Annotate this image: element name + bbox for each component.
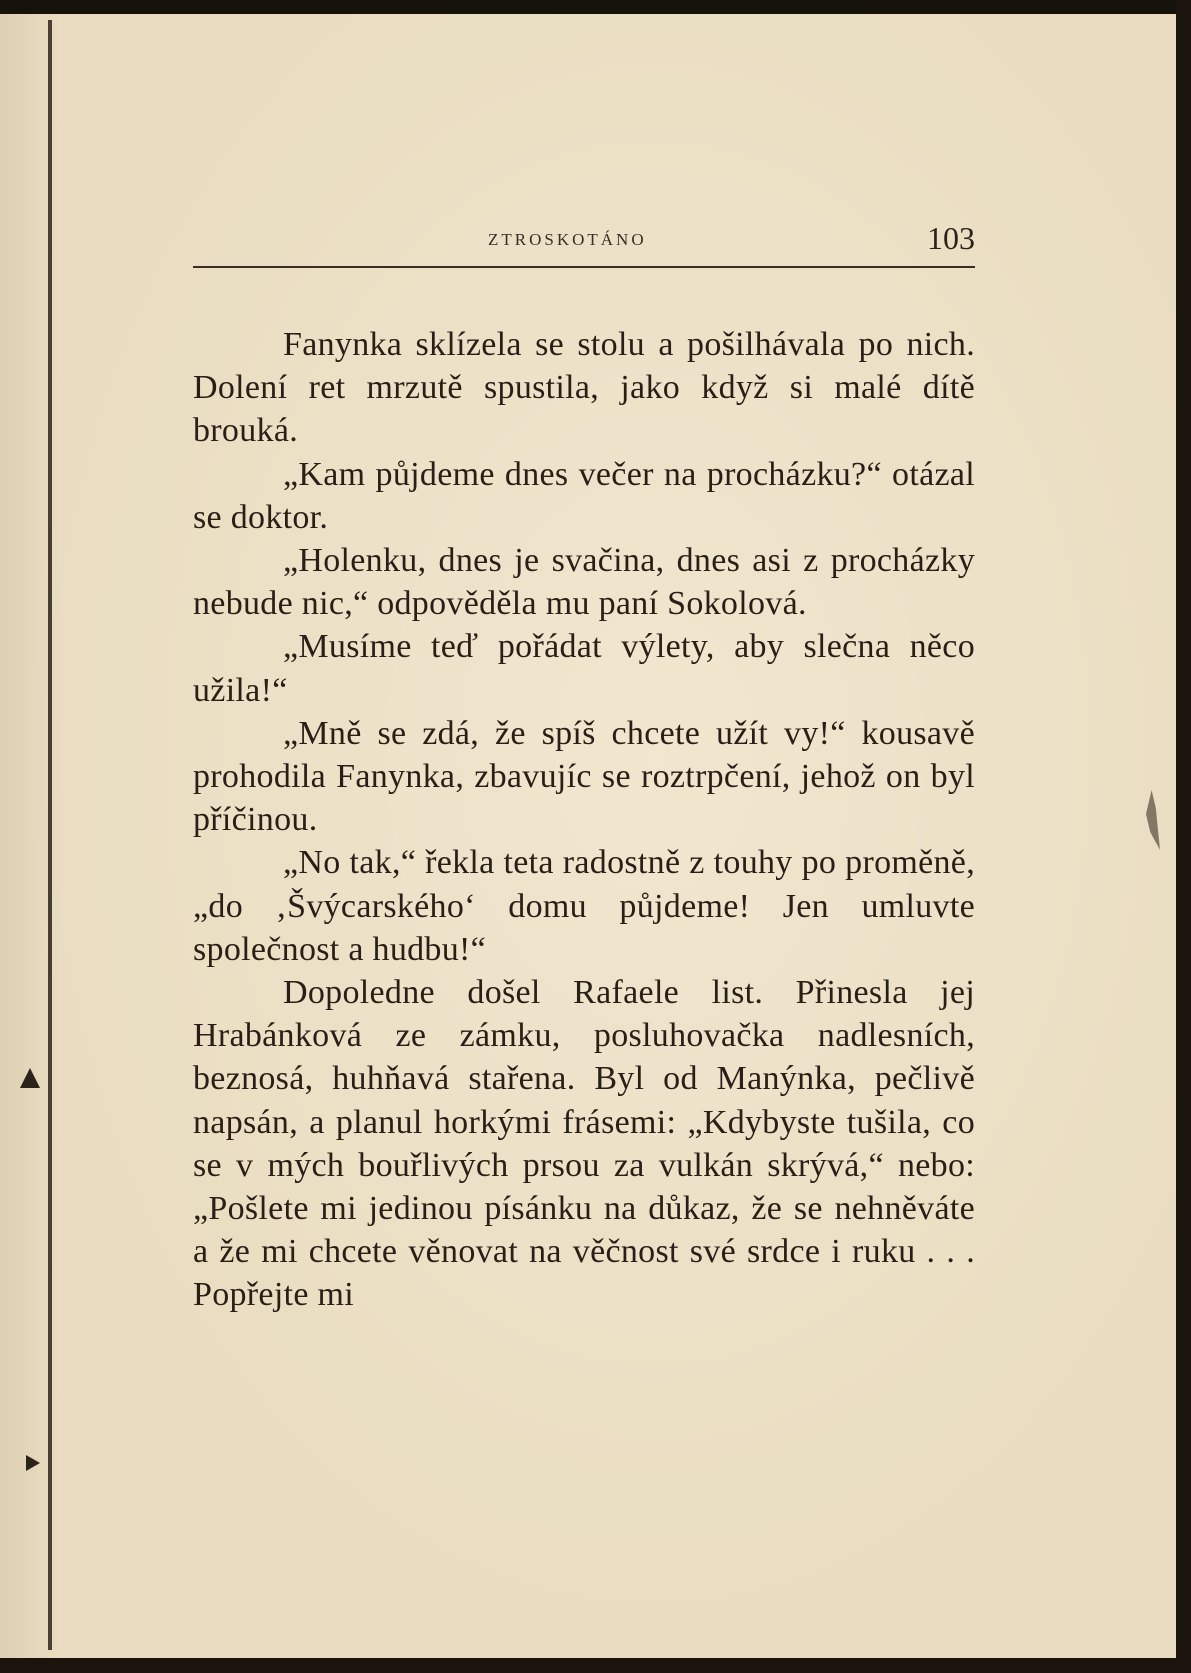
paragraph: Dopoledne došel Rafaele list. Přinesla jej Hrabánková ze zámku, posluhovačka nadlesních, beznosá, huhňavá stařena. Byl od Manýnka, pečlivě napsán, a planul horkými frásemi: „Kdybyste tušila, co se v mých bouřlivých prsou za vulkán skrývá,“ nebo: „Pošlete mi jedinou písánku na důkaz, že se nehněváte a že mi chcete věnovat na věčnost své srdce i ruku . . . Popřejte mi — [193, 974, 975, 1314]
running-title: ZTROSKOTÁNO — [488, 230, 647, 249]
scan-border-bottom — [0, 1658, 1191, 1673]
scan-border-right — [1176, 0, 1191, 1673]
running-header — [193, 210, 975, 258]
paragraph: „Kam půjdeme dnes večer na procházku?“ otázal se doktor. — [193, 455, 975, 536]
margin-smudge-icon — [1146, 790, 1160, 850]
paragraph: Fanynka sklízela se stolu a pošilhávala po nich. Dolení ret mrzutě spustila, jako když si malé dítě brouká. — [193, 326, 975, 450]
page-number: 103 — [927, 220, 975, 256]
paragraph: „Holenku, dnes je svačina, dnes asi z procházky nebude nic,“ odpověděla mu paní Sokolová. — [193, 542, 975, 623]
header-rule — [193, 266, 975, 268]
book-page — [193, 210, 975, 1314]
paragraph: „Musíme teď pořádat výlety, aby slečna něco užila!“ — [193, 628, 975, 709]
paragraph: „No tak,“ řekla teta radostně z touhy po proměně, „do ‚Švýcarského‘ domu půjdeme! Jen umluvte společnost a hudbu!“ — [193, 844, 975, 968]
gutter-arrow-up-icon — [20, 1068, 40, 1088]
paragraph: „Mně se zdá, že spíš chcete užít vy!“ kousavě prohodila Fanynka, zbavujíc se roztrpčení, jehož on byl příčinou. — [193, 714, 975, 839]
binding-gutter-line — [48, 20, 52, 1650]
scan-border-top — [0, 0, 1191, 14]
gutter-arrow-right-icon — [26, 1455, 40, 1471]
body-text — [193, 323, 975, 1317]
